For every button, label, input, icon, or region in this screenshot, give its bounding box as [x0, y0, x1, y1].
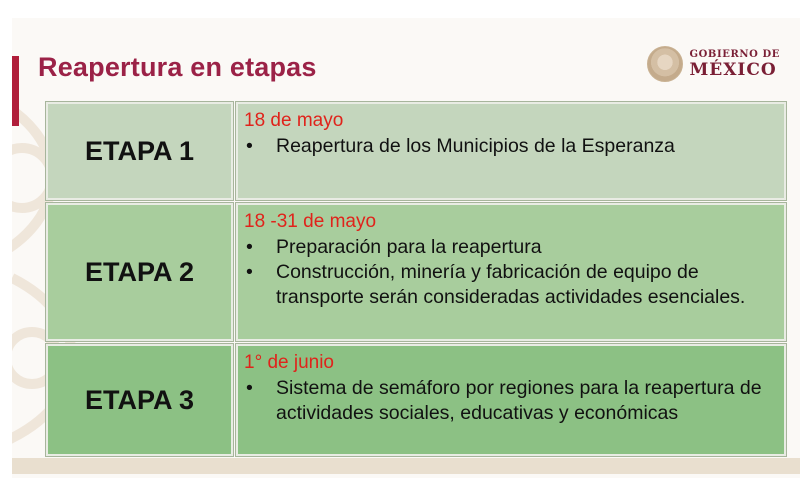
stage-date: 18 -31 de mayo [244, 211, 377, 232]
stage-row-1 [46, 102, 786, 200]
slide-title: Reapertura en etapas [38, 52, 317, 82]
logo-line-1: GOBIERNO DE [689, 48, 780, 60]
stages-table [46, 102, 786, 456]
stage-items [244, 235, 776, 310]
gobierno-de-mexico-logo [647, 44, 780, 84]
logo-line-2: MÉXICO [689, 59, 777, 80]
stage-label: ETAPA 3 [84, 384, 194, 415]
stage-info-cell [236, 344, 786, 456]
stage-label: ETAPA 1 [84, 135, 194, 166]
slide [12, 18, 800, 478]
stage-items [244, 134, 776, 159]
national-seal-icon [647, 46, 683, 82]
stage-info-cell [236, 102, 786, 200]
stage-date: 18 de mayo [244, 110, 344, 131]
logo-text [689, 50, 780, 79]
stage-label-cell [46, 344, 233, 456]
stage-info-cell [236, 203, 786, 341]
stage-row-2 [46, 203, 786, 341]
stage-item: • Preparación para la reapertura [244, 235, 776, 260]
bottom-decorative-band [12, 458, 800, 474]
title-accent-bar [12, 56, 19, 126]
stage-label-cell [46, 203, 233, 341]
stage-item: • Reapertura de los Municipios de la Esperanza [244, 134, 776, 159]
top-frame [0, 0, 800, 20]
bottom-frame [0, 478, 800, 502]
stage-row-3 [46, 344, 786, 456]
stage-item: • Construcción, minería y fabricación de equipo de transporte serán consideradas actividades esenciales. [244, 260, 776, 310]
stage-item: • Sistema de semáforo por regiones para la reapertura de actividades sociales, educativas y económicas [244, 376, 776, 426]
stage-items [244, 376, 776, 426]
stage-label: ETAPA 2 [84, 256, 194, 287]
stage-date: 1° de junio [244, 352, 334, 373]
stage-label-cell [46, 102, 233, 200]
